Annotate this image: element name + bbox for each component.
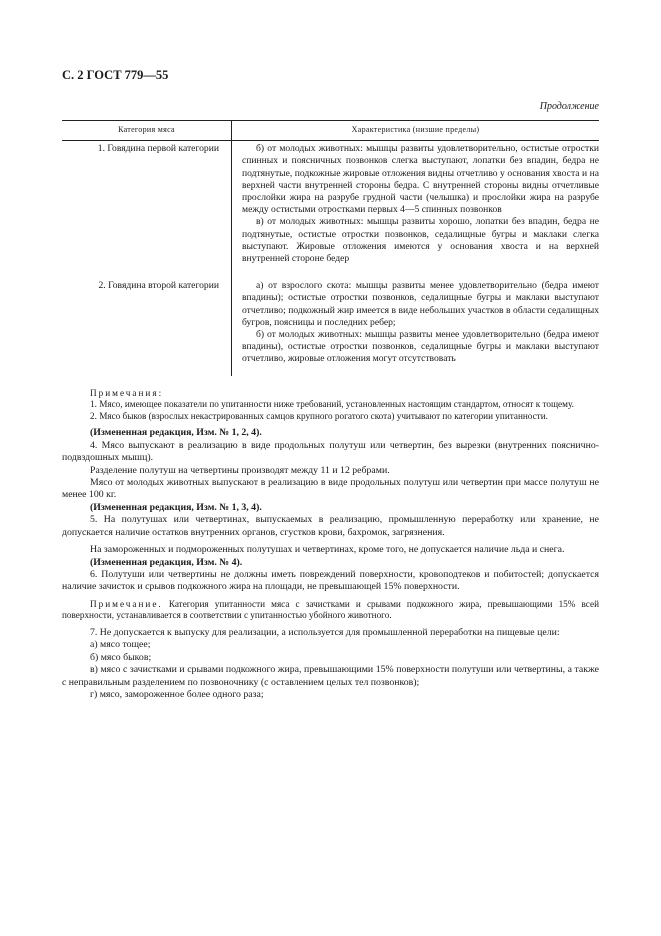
- amendment-note: (Измененная редакция, Изм. № 4).: [90, 556, 243, 568]
- clause-paragraph: Мясо от молодых животных выпускают в реализацию в виде продольных полутуш или четвертин при массе полутуш не менее 100 кг.: [62, 477, 599, 501]
- amendment-note: (Измененная редакция, Изм. № 1, 2, 4).: [90, 427, 262, 439]
- characteristic-paragraph: а) от взрослого скота: мышцы развиты менее удовлетворительно (бедра имеют впадины); остистые отростки позвонков, седалищные бугры и маклаки выступают отчетливо; подкожный жир имеется в виде небольших участков в области седалищных бугров, поясницы и последних ребер;: [242, 280, 599, 328]
- characteristics-cell: [232, 265, 600, 375]
- note-text: Категория упитанности мяса с зачистками и срывами подкожного жира, превышающими 15% всей поверхности, устанавливается в соответствии с упитанностью убойного животного.: [62, 598, 599, 621]
- list-item: в) мясо с зачистками и срывами подкожного жира, превышающими 15% поверхности полутуши или четвертины, а также с неправильным разделением по позвоночнику (с оставлением целых тел позвонков);: [62, 664, 599, 688]
- characteristics-cell: [232, 141, 600, 266]
- list-item: а) мясо тощее;: [90, 639, 151, 651]
- clause-paragraph: 5. На полутушах или четвертинах, выпускаемых в реализацию, промышленную переработку или хранение, не допускается наличие остатков внутренних органов, сгустков крови, бахромок, загрязнения.: [62, 514, 599, 538]
- table-row: [62, 265, 599, 375]
- list-item: г) мясо, замороженное более одного раза;: [90, 688, 264, 700]
- page-header: С. 2 ГОСТ 779—55: [62, 68, 169, 82]
- table-header-row: [62, 121, 599, 141]
- amendment-note: (Измененная редакция, Изм. № 1, 3, 4).: [90, 501, 262, 513]
- note-item: 1. Мясо, имеющее показатели по упитанности ниже требований, установленных настоящим стандартом, относят к тощему.: [90, 399, 574, 410]
- note-item: 2. Мясо быков (взрослых некастрированных самцов крупного рогатого скота) учитывают по категории упитанности.: [90, 410, 548, 421]
- clause-paragraph: Разделение полутуш на четвертины производят между 11 и 12 ребрами.: [90, 464, 390, 476]
- clause-paragraph: 7. Не допускается к выпуску для реализации, а используется для промышленной переработки на пищевые цели:: [90, 626, 560, 638]
- list-item: б) мясо быков;: [90, 651, 152, 663]
- document-body: [62, 388, 599, 702]
- continuation-label: Продолжение: [539, 101, 599, 112]
- characteristic-paragraph: б) от молодых животных: мышцы развиты удовлетворительно, остистые отростки спинных и поясничных позвонков слегка выступают, лопатки без впадин, бедра не подтянутые, подкожные жировые отложения видны отчетливо у основания хвоста и на верхней части внутренней стороны бедра. С внутренней стороны видны отчетливые прослойки жира на разрубе грудной части (челышка) и прослойки жира на разрубе между остистыми отростками первых 4—5 спинных позвонков: [242, 143, 599, 216]
- column-header-category: Категория мяса: [62, 121, 232, 141]
- characteristic-paragraph: б) от молодых животных: мышцы развиты менее удовлетворительно (бедра имеют впадины), остистые отростки позвонков, седалищные бугры и маклаки выступают отчетливо, жировые отложения могут отсутствовать: [242, 329, 599, 365]
- meat-category-table: [62, 120, 599, 376]
- note-paragraph: [62, 599, 599, 622]
- characteristic-paragraph: в) от молодых животных: мышцы развиты хорошо, лопатки без впадин, бедра не подтянутые, остистые отростки позвонков, седалищные бугры и маклаки слегка выступают. Жировые отложения имеются у основания хвоста и на верхней внутренней стороне бедер: [242, 216, 599, 265]
- note-label: Примечание.: [90, 598, 163, 609]
- clause-paragraph: 6. Полутуши или четвертины не должны иметь повреждений поверхности, кровоподтеков и побитостей; допускается наличие зачисток и срывов подкожного жира на площади, не превышающей 15% поверхности.: [62, 568, 599, 593]
- notes-title: Примечания:: [90, 387, 164, 398]
- clause-paragraph: На замороженных и подмороженных полутушах и четвертинах, кроме того, не допускается наличие льда и снега.: [90, 544, 565, 556]
- column-header-characteristics: Характеристика (низшие пределы): [232, 121, 600, 141]
- category-cell: 1. Говядина первой категории: [62, 141, 232, 266]
- table-row: [62, 141, 599, 266]
- clause-paragraph: 4. Мясо выпускают в реализацию в виде продольных полутуш или четвертин, без вырезки (внутренних поясничнo-подвздошных мышц).: [62, 439, 599, 464]
- document-page: [62, 68, 599, 701]
- category-cell: 2. Говядина второй категории: [62, 265, 232, 375]
